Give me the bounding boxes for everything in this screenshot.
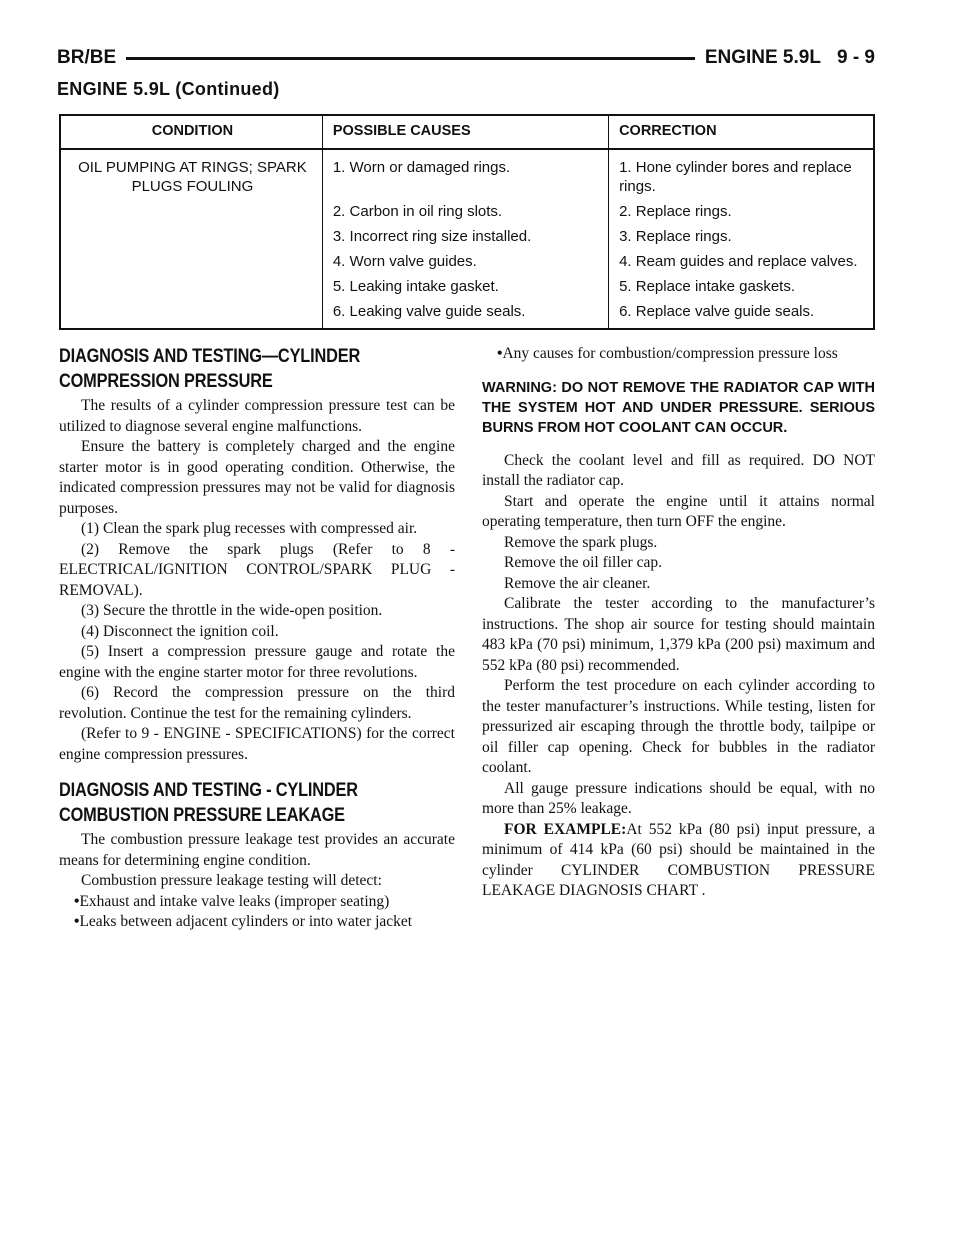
paragraph: Remove the spark plugs. bbox=[504, 533, 658, 551]
cause-cell: 4. Worn valve guides. bbox=[322, 249, 608, 274]
example-paragraph bbox=[482, 820, 875, 902]
cause-cell: 2. Carbon in oil ring slots. bbox=[322, 199, 608, 224]
col-header-correction: CORRECTION bbox=[609, 115, 874, 149]
list-item bbox=[59, 892, 455, 913]
paragraph: Calibrate the tester according to the manufacturer’s instructions. The shop air source for testing should maintain 483 kPa (70 psi) minimum, 1,379 kPa (200 psi) maximum and 552 kPa (80 psi) recommended. bbox=[482, 595, 875, 674]
leakage-heading-line1: DIAGNOSIS AND TESTING - CYLINDER bbox=[59, 780, 358, 801]
leakage-heading bbox=[59, 778, 400, 828]
paragraph: All gauge pressure indications should be equal, with no more than 25% leakage. bbox=[482, 779, 875, 817]
cause-cell: 6. Leaking valve guide seals. bbox=[322, 299, 608, 329]
compression-heading-line1: DIAGNOSIS AND TESTING—CYLINDER bbox=[59, 346, 361, 367]
right-column bbox=[482, 344, 875, 902]
page-header bbox=[57, 44, 875, 74]
correction-cell: 2. Replace rings. bbox=[609, 199, 874, 224]
bullet-icon: • bbox=[74, 892, 80, 910]
list-item bbox=[59, 912, 455, 933]
list-item-text: Leaks between adjacent cylinders or into water jacket bbox=[79, 913, 413, 930]
paragraph: The results of a cylinder compression pressure test can be utilized to diagnose several engine malfunctions. bbox=[59, 397, 455, 435]
cause-cell: 3. Incorrect ring size installed. bbox=[322, 224, 608, 249]
correction-cell: 4. Ream guides and replace valves. bbox=[609, 249, 874, 274]
condition-cell: OIL PUMPING AT RINGS; SPARK PLUGS FOULING bbox=[78, 159, 307, 195]
cause-cell: 5. Leaking intake gasket. bbox=[322, 274, 608, 299]
paragraph: Perform the test procedure on each cylinder according to the tester manufacturer’s instructions. While testing, listen for pressurized air escaping through the throttle body, tailpipe or oil filler cap opening. Check for bubbles in the radiator coolant. bbox=[482, 677, 875, 776]
paragraph: Remove the air cleaner. bbox=[504, 574, 651, 592]
left-column bbox=[59, 344, 455, 933]
step-5: (5) Insert a compression pressure gauge and rotate the engine with the engine starter motor for three revolutions. bbox=[59, 643, 455, 681]
step-4: (4) Disconnect the ignition coil. bbox=[81, 622, 279, 640]
paragraph: Ensure the battery is completely charged and the engine starter motor is in good operating condition. Otherwise, the indicated compression pressures may not be valid for diagnosis purposes. bbox=[59, 438, 455, 517]
page-number: 9 - 9 bbox=[836, 47, 875, 68]
list-item bbox=[482, 344, 875, 365]
bullet-icon: • bbox=[74, 913, 80, 930]
warning-note: WARNING: DO NOT REMOVE THE RADIATOR CAP WITH THE SYSTEM HOT AND UNDER PRESSURE. SERIOUS BURNS FROM HOT COOLANT CAN OCCUR. bbox=[482, 379, 875, 436]
paragraph: Check the coolant level and fill as required. DO NOT install the radiator cap. bbox=[482, 451, 875, 489]
correction-cell: 3. Replace rings. bbox=[609, 224, 874, 249]
col-header-causes: POSSIBLE CAUSES bbox=[322, 115, 608, 149]
table-header-row bbox=[60, 115, 874, 149]
bullet-icon: • bbox=[497, 345, 503, 362]
diagnosis-table bbox=[59, 114, 875, 330]
table-row bbox=[60, 149, 874, 199]
list-item-text: Exhaust and intake valve leaks (improper seating) bbox=[79, 892, 390, 910]
header-section bbox=[695, 44, 875, 72]
example-text: At 552 kPa (80 psi) input pressure, a minimum of 414 kPa (60 psi) should be maintained in the cylinder CYLINDER COMBUSTION PRESSURE LEAKAGE DIAGNOSIS CHART . bbox=[482, 820, 875, 899]
step-2: (2) Remove the spark plugs (Refer to 8 - ELECTRICAL/IGNITION CONTROL/SPARK PLUG - REMOVAL). bbox=[59, 540, 455, 599]
header-model: BR/BE bbox=[57, 44, 126, 72]
correction-cell: 1. Hone cylinder bores and replace rings. bbox=[609, 149, 874, 199]
step-1: (1) Clean the spark plug recesses with compressed air. bbox=[81, 520, 418, 537]
header-section-title: ENGINE 5.9L bbox=[704, 47, 821, 68]
correction-cell: 5. Replace intake gaskets. bbox=[609, 274, 874, 299]
step-6: (6) Record the compression pressure on the third revolution. Continue the test for the remaining cylinders. bbox=[59, 684, 455, 722]
paragraph: Remove the oil filler cap. bbox=[504, 554, 662, 571]
paragraph: Start and operate the engine until it attains normal operating temperature, then turn OFF the engine. bbox=[482, 492, 875, 530]
step-3: (3) Secure the throttle in the wide-open position. bbox=[81, 602, 383, 619]
paragraph: The combustion pressure leakage test provides an accurate means for determining engine condition. bbox=[59, 831, 455, 869]
paragraph: (Refer to 9 - ENGINE - SPECIFICATIONS) for the correct engine compression pressures. bbox=[59, 725, 455, 763]
compression-heading bbox=[59, 344, 400, 394]
leakage-heading-line2: COMBUSTION PRESSURE LEAKAGE bbox=[59, 805, 345, 826]
paragraph: Combustion pressure leakage testing will detect: bbox=[81, 872, 382, 889]
col-header-condition: CONDITION bbox=[60, 115, 322, 149]
correction-cell: 6. Replace valve guide seals. bbox=[609, 299, 874, 329]
list-item-text: Any causes for combustion/compression pressure loss bbox=[502, 345, 838, 362]
cause-cell: 1. Worn or damaged rings. bbox=[322, 149, 608, 199]
example-label: FOR EXAMPLE: bbox=[504, 820, 627, 838]
compression-heading-line2: COMPRESSION PRESSURE bbox=[59, 371, 273, 392]
continued-title: ENGINE 5.9L (Continued) bbox=[57, 79, 280, 99]
